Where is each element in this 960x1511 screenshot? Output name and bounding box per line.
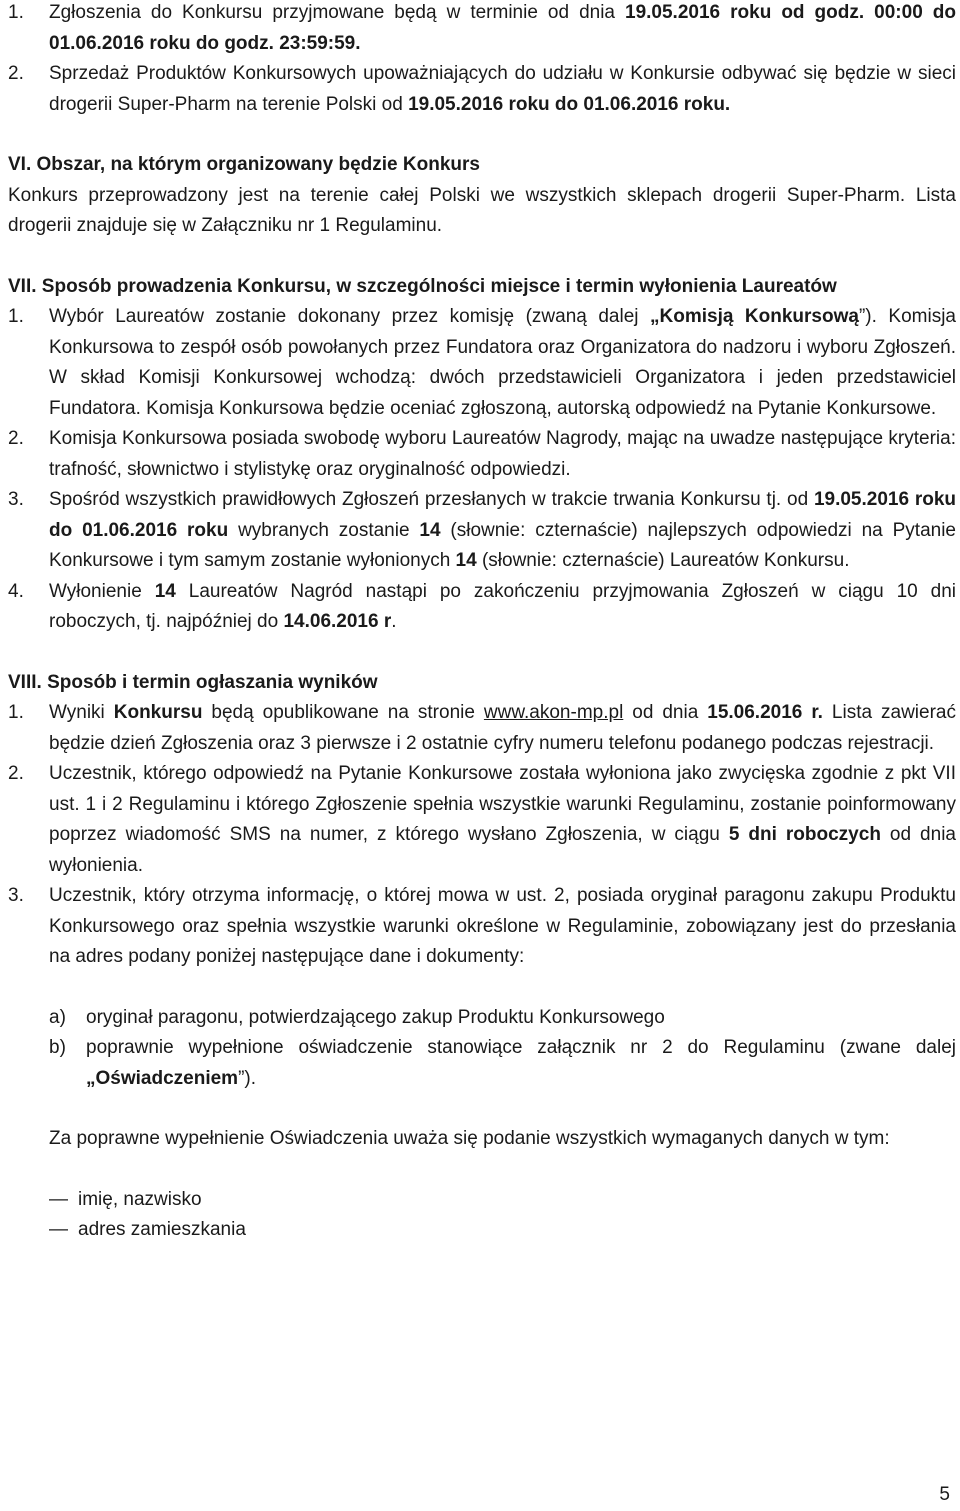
sub-list-item: b) poprawnie wypełnione oświadczenie stanowiące załącznik nr 2 do Regulaminu (zwane dalej „Oświadczeniem”). <box>8 1033 956 1094</box>
list-item: 1. Zgłoszenia do Konkursu przyjmowane będą w terminie od dnia 19.05.2016 roku od godz. 00:00 do 01.06.2016 roku do godz. 23:59:59. <box>8 0 956 59</box>
list-item: 3. Spośród wszystkich prawidłowych Zgłoszeń przesłanych w trakcie trwania Konkursu tj. od 19.05.2016 roku do 01.06.2016 roku wybranych zostanie 14 (słownie: czternaście) najlepszych odpowiedzi na Pytanie Konkursowe i tym samym zostanie wyłonionych 14 (słownie: czternaście) Laureatów Konkursu. <box>8 485 956 577</box>
item-number: 3. <box>8 885 24 906</box>
list-item: 3. Uczestnik, który otrzyma informację, o której mowa w ust. 2, posiada oryginał paragonu zakupu Produktu Konkursowego oraz spełnia wszystkie warunki określone w Regulaminie, zobowiązany jest do przesłania na adres podany poniżej następujące dane i dokumenty: <box>8 881 956 973</box>
section-heading: VI. Obszar, na którym organizowany będzie Konkurs <box>8 154 480 175</box>
spacer <box>8 1094 956 1124</box>
item-number: 3. <box>8 489 24 510</box>
list-item: 1. Wybór Laureatów zostanie dokonany przez komisję (zwaną dalej „Komisją Konkursową”). Komisja Konkursowa to zespół osób powołanych przez Fundatora oraz Organizatora do nadzoru i wyboru Zgłoszeń. W skład Komisji Konkursowej wchodzą: dwóch przedstawicieli Organizatora i jeden przedstawiciel Fundatora. Komisja Konkursowa będzie oceniać zgłoszoną, autorską odpowiedź na Pytanie Konkursowe. <box>8 302 956 424</box>
dash-mark: — <box>49 1188 68 1210</box>
section-body: Konkurs przeprowadzony jest na terenie całej Polski we wszystkich sklepach drogerii Super-Pharm. Lista drogerii znajduje się w Załączniku nr 1 Regulaminu. <box>8 184 956 236</box>
results-link[interactable]: www.akon-mp.pl <box>483 702 624 723</box>
list-item: 2. Sprzedaż Produktów Konkursowych upoważniających do udziału w Konkursie odbywać się będzie w sieci drogerii Super-Pharm na terenie Polski od 19.05.2016 roku do 01.06.2016 roku. <box>8 59 956 120</box>
document-page <box>8 0 956 1246</box>
closing-paragraph: Za poprawne wypełnienie Oświadczenia uważa się podanie wszystkich wymaganych danych w tym: <box>49 1128 890 1149</box>
list-item: 1. Wyniki Konkursu będą opublikowane na stronie www.akon-mp.pl od dnia 15.06.2016 r. Lista zawierać będzie dzień Zgłoszenia oraz 3 pierwsze i 2 ostatnie cyfry numeru telefonu podanego podczas rejestracji. <box>8 698 956 759</box>
section-heading: VIII. Sposób i termin ogłaszania wyników <box>8 671 378 693</box>
spacer <box>8 1155 956 1185</box>
item-number: 1. <box>8 306 24 327</box>
section-heading: VII. Sposób prowadzenia Konkursu, w szczególności miejsce i termin wyłonienia Laureatów <box>8 275 837 297</box>
item-number: 2. <box>8 63 24 84</box>
list-item: 4. Wyłonienie 14 Laureatów Nagród nastąpi po zakończeniu przyjmowania Zgłoszeń w ciągu 10 dni roboczych, tj. najpóźniej do 14.06.2016 r. <box>8 577 956 638</box>
item-number: 2. <box>8 763 24 784</box>
page-number: 5 <box>939 1484 950 1505</box>
item-number: 1. <box>8 2 24 23</box>
item-number: 4. <box>8 580 24 602</box>
list-item: 2. Uczestnik, którego odpowiedź na Pytanie Konkursowe została wyłoniona jako zwycięska zgodnie z pkt VII ust. 1 i 2 Regulaminu i którego Zgłoszenie spełnia wszystkie warunki Regulaminu, zostanie poinformowany poprzez wiadomość SMS na numer, z którego wysłano Zgłoszenia, w ciągu 5 dni roboczych od dnia wyłonienia. <box>8 759 956 881</box>
sub-item-letter: a) <box>49 1006 66 1028</box>
sub-list-item: a) oryginał paragonu, potwierdzającego zakup Produktu Konkursowego <box>8 1003 956 1034</box>
dash-list-item: — imię, nazwisko <box>8 1185 956 1216</box>
dash-mark: — <box>49 1219 68 1240</box>
spacer <box>8 973 956 1003</box>
item-number: 1. <box>8 702 24 723</box>
section-title: Sposób i termin ogłaszania wyników <box>47 671 378 693</box>
section-title: Sposób prowadzenia Konkursu, w szczególności miejsce i termin wyłonienia Laureatów <box>41 275 837 297</box>
sub-item-letter: b) <box>49 1037 66 1058</box>
item-number: 2. <box>8 428 24 449</box>
section-title: Obszar, na którym organizowany będzie Konkurs <box>36 154 480 175</box>
dash-list-item: — adres zamieszkania <box>8 1215 956 1246</box>
list-item: 2. Komisja Konkursowa posiada swobodę wyboru Laureatów Nagrody, mając na uwadze następujące kryteria: trafność, słownictwo i stylistykę oraz oryginalność odpowiedzi. <box>8 424 956 485</box>
